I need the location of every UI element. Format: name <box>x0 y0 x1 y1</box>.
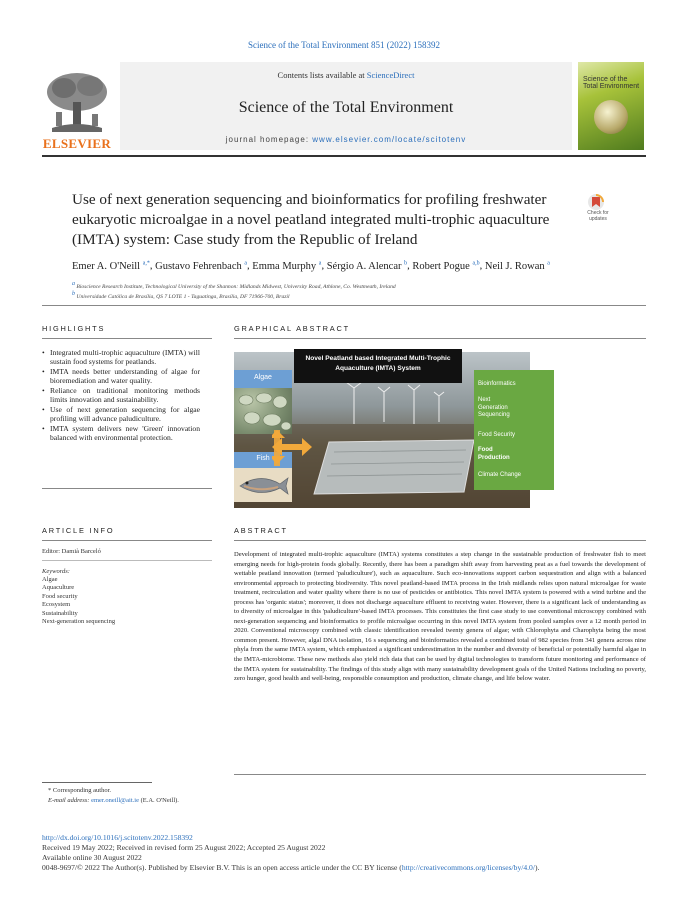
ga-item-ngs: Next Generation Sequencing <box>478 397 510 418</box>
contents-prefix: Contents lists available at <box>277 70 367 80</box>
author[interactable]: Sérgio A. Alencar $^b$ <box>326 260 408 272</box>
highlights-heading: HIGHLIGHTS <box>42 324 106 333</box>
cover-title: Science of the Total Environment <box>583 76 640 90</box>
online-date: Available online 30 August 2022 <box>42 853 142 862</box>
graphical-abstract-heading: GRAPHICAL ABSTRACT <box>234 324 350 333</box>
affiliation-a: $^a$ Bioscience Research Institute, Technological University of the Shannon: Midlands Midwest, University Road, Athlone, Co. Westmeath, Ireland <box>72 281 396 290</box>
double-arrow-icon <box>272 430 312 466</box>
ga-item-food-security: Food Security <box>478 432 516 438</box>
keywords-label: Keywords: <box>42 568 70 575</box>
ga-item-climate-change: Climate Change <box>478 472 522 478</box>
article-info-rule <box>42 540 212 541</box>
contents-line <box>120 70 572 80</box>
email-suffix: (E.A. O'Neill). <box>138 797 179 804</box>
article-info-divider <box>42 560 212 561</box>
tree-icon <box>42 70 112 134</box>
editor-line: Editor: Damià Barceló <box>42 548 101 555</box>
homepage-prefix: journal homepage: <box>225 135 313 144</box>
journal-title: Science of the Total Environment <box>238 99 454 116</box>
abstract-bottom-rule <box>234 774 646 775</box>
email-note <box>48 797 179 804</box>
keyword: Sustainability <box>42 609 78 617</box>
journal-cover[interactable] <box>578 62 644 150</box>
check-for-updates-label: Check for updates <box>587 210 609 222</box>
paper-title: Use of next generation sequencing and bioinformatics for profiling freshwater eukaryotic microalgae in a novel peatland integrated multi-trophic aquaculture (IMTA) system: Case study from the Republic of Ireland <box>72 191 550 248</box>
ga-fish-label: Fish <box>234 452 292 468</box>
license-prefix: 0048-9697/© 2022 The Author(s). Published by Elsevier B.V. This is an open access article under the CC BY license ( <box>42 863 402 872</box>
keywords-list <box>42 576 212 626</box>
cover-planet-image <box>594 100 628 134</box>
corresponding-author-note: * Corresponding author. <box>48 787 112 794</box>
sciencedirect-link[interactable]: ScienceDirect <box>366 70 415 80</box>
email-label: E-mail address: <box>48 797 92 804</box>
ga-item-food-production: Food Production <box>478 447 510 461</box>
author-list: Emer A. O'Neill $^{a,*}$, Gustavo Fehrenbach $^a$, Emma Murphy $^a$, Sérgio A. Alencar $^b$, Robert Pogue $^{a,b}$, Neil J. Rowan $^a$ <box>72 260 550 272</box>
highlight-item: • Reliance on traditional monitoring methods limits innovation and sustainability. <box>42 386 200 404</box>
highlights-bottom-rule <box>42 488 212 489</box>
ga-item-bioinformatics: Bioinformatics <box>478 381 516 387</box>
author[interactable]: Neil J. Rowan $^a$ <box>484 260 550 272</box>
footnote-rule <box>42 782 152 783</box>
keyword: Next-generation sequencing <box>42 618 116 626</box>
highlight-item: • IMTA system delivers new 'Green' innovation balanced with environmental protection. <box>42 424 200 442</box>
keyword: Food security <box>42 592 78 600</box>
fish-image <box>234 468 292 502</box>
author[interactable]: Robert Pogue $^{a,b}$ <box>412 260 480 272</box>
highlights-rule <box>42 338 212 339</box>
author[interactable]: Emma Murphy $^a$ <box>252 260 322 272</box>
fish-icon <box>234 468 292 502</box>
doi-link[interactable]: http://dx.doi.org/10.1016/j.scitotenv.2022.158392 <box>42 833 193 842</box>
highlight-item: • Use of next generation sequencing for algae profiling will advance paludiculture. <box>42 405 200 423</box>
keyword: Algae <box>42 576 58 583</box>
affiliation-b: $^b$ Universidade Católica de Brasília, QS 7 LOTE 1 - Taguatinga, Brasília, DF 71966-700, Brazil <box>72 291 290 300</box>
journal-homepage <box>120 135 572 144</box>
article-info-heading: ARTICLE INFO <box>42 526 115 535</box>
author[interactable]: Emer A. O'Neill $^{a,*}$ <box>72 260 150 272</box>
license-line <box>42 863 539 872</box>
journal-reference[interactable]: Science of the Total Environment 851 (2022) 158392 <box>248 40 440 50</box>
abstract-heading: ABSTRACT <box>234 526 288 535</box>
header-rule <box>42 155 646 157</box>
highlight-item: • Integrated multi-trophic aquaculture (IMTA) will sustain food systems for peatlands. <box>42 348 200 366</box>
algae-icon <box>234 388 292 434</box>
homepage-link[interactable]: www.elsevier.com/locate/scitotenv <box>312 135 467 144</box>
email-link[interactable]: emer.oneill@ait.ie <box>91 797 139 804</box>
license-suffix: ). <box>534 863 540 872</box>
algae-microscopy-image <box>234 388 292 434</box>
keyword: Aquaculture <box>42 584 75 592</box>
license-link[interactable]: http://creativecommons.org/licenses/by/4.0/ <box>401 863 535 872</box>
elsevier-wordmark: ELSEVIER <box>42 136 112 151</box>
author[interactable]: Gustavo Fehrenbach $^a$ <box>155 260 248 272</box>
highlight-item: • IMTA needs better understanding of algae for bioremediation and water quality. <box>42 367 200 385</box>
abstract-rule <box>234 540 646 541</box>
received-dates: Received 19 May 2022; Received in revised form 25 August 2022; Accepted 25 August 2022 <box>42 843 326 852</box>
affiliation-rule <box>42 305 646 306</box>
graphical-abstract-title: Novel Peatland based Integrated Multi-Trophic Aquaculture (IMTA) System <box>294 349 462 383</box>
bookmark-icon <box>578 192 614 212</box>
graphical-abstract-rule <box>234 338 646 339</box>
abstract-text: Development of integrated multi-trophic aquaculture (IMTA) systems constitutes a step change in the sustainable production of freshwater fish to meet emerging needs for high-protein foods globally. Recently, there has been a paradigm shift away from harvesting peat as a fuel towards the development of wettable peatland innovation (termed 'paludiculture'), such as aquaculture. Such eco-innovations support carbon sequestration and align with a balanced environmental approach to protecting biodiversity. This novel peatland-based IMTA process in the Irish midlands relies upon natural microalgae for waste treatment, recirculation and water quality where there is no use of pesticides or antibiotics. This novel IMTA system is powered with a wind turbine and the process has 'organic status'; moreover, it does not discharge aquaculture effluent to receiving water. However, there is a significant lack of understanding as to diversity of microalgae in this 'paludiculture'-based IMTA processes. This constitutes the first case study to use conventional microscopy combined with next-generation sequencing and bioinformatics to profile microalgae occurring in this novel IMTA system from pooled samples over a 12 month period in 2020. Conventional microscopy combined with classic identification revealed twenty genera of algae; with Chlorophyta and Charophyta being the most common present. However, algal DNA isolation, 16 s sequencing and bioinformatics revealed a combined total of 982 species from 341 genera across nine phyla from the same IMTA system, which emphasized a significant underestimation in the number and diversity of beneficial or potentially harmful algae in the IMTA-microbiome. These new methods also yield rich data that can be used by digital technologies to transform future monitoring and performance of the IMTA system for sustainability. The findings of this study align with many sustainability development goals of the United Nations including no poverty, zero hunger, good health and well-being, responsible consumption and production, climate change, and life below water. <box>234 551 646 683</box>
ga-algae-label: Algae <box>234 370 292 388</box>
keyword: Ecosystem <box>42 601 71 609</box>
highlights-list <box>42 348 200 443</box>
